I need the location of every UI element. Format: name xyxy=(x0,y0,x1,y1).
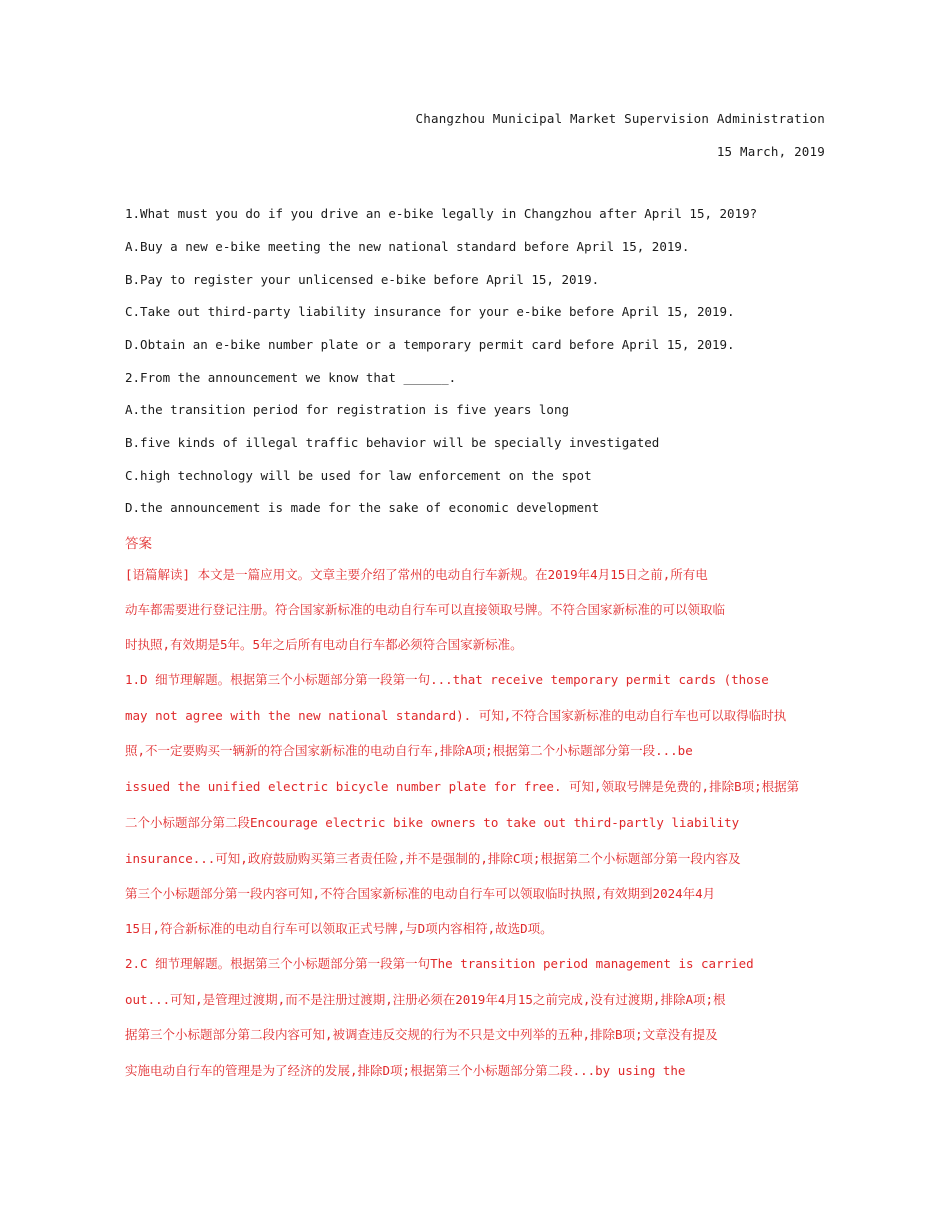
answer-line: 1.D 细节理解题。根据第三个小标题部分第一段第一句...that receive temporary permit cards (those xyxy=(125,672,769,687)
answer-line: [语篇解读] 本文是一篇应用文。文章主要介绍了常州的电动自行车新规。在2019年4月15日之前,所有电 xyxy=(125,567,708,582)
answer-line: issued the unified electric bicycle number plate for free. 可知,领取号牌是免费的,排除B项;根据第 xyxy=(125,779,800,794)
question-1-stem: 1.What must you do if you drive an e-bike legally in Changzhou after April 15, 2019? xyxy=(125,206,758,221)
answer-line: 15日,符合新标准的电动自行车可以领取正式号牌,与D项内容相符,故选D项。 xyxy=(125,921,553,936)
answer-line: 实施电动自行车的管理是为了经济的发展,排除D项;根据第三个小标题部分第二段...by using the xyxy=(125,1063,686,1078)
answer-line: insurance...可知,政府鼓励购买第三者责任险,并不是强制的,排除C项;根据第二个小标题部分第一段内容及 xyxy=(125,851,741,866)
question-2-option-d: D.the announcement is made for the sake of economic development xyxy=(125,500,600,515)
answer-line: 动车都需要进行登记注册。符合国家新标准的电动自行车可以直接领取号牌。不符合国家新标准的可以领取临 xyxy=(125,602,726,617)
answer-line: may not agree with the new national standard). 可知,不符合国家新标准的电动自行车也可以取得临时执 xyxy=(125,708,787,723)
question-1-option-c: C.Take out third-party liability insurance for your e-bike before April 15, 2019. xyxy=(125,304,735,319)
answer-line: 照,不一定要购买一辆新的符合国家新标准的电动自行车,排除A项;根据第二个小标题部分第一段...be xyxy=(125,743,693,758)
answer-line: 时执照,有效期是5年。5年之后所有电动自行车都必须符合国家新标准。 xyxy=(125,637,523,652)
answer-line: 2.C 细节理解题。根据第三个小标题部分第一段第一句The transition period management is carried xyxy=(125,956,754,971)
question-2-option-b: B.five kinds of illegal traffic behavior will be specially investigated xyxy=(125,435,660,450)
answer-line: out...可知,是管理过渡期,而不是注册过渡期,注册必须在2019年4月15之前完成,没有过渡期,排除A项;根 xyxy=(125,992,726,1007)
question-2-stem: 2.From the announcement we know that ______. xyxy=(125,370,457,385)
signature-organization: Changzhou Municipal Market Supervision Administration xyxy=(415,111,825,126)
question-2-option-c: C.high technology will be used for law enforcement on the spot xyxy=(125,468,592,483)
answer-line: 第三个小标题部分第一段内容可知,不符合国家新标准的电动自行车可以领取临时执照,有效期到2024年4月 xyxy=(125,886,716,901)
question-1-option-d: D.Obtain an e-bike number plate or a temporary permit card before April 15, 2019. xyxy=(125,337,735,352)
question-2-option-a: A.the transition period for registration is five years long xyxy=(125,402,570,417)
answer-line: 二个小标题部分第二段Encourage electric bike owners to take out third-partly liability xyxy=(125,815,740,830)
question-1-option-b: B.Pay to register your unlicensed e-bike before April 15, 2019. xyxy=(125,272,600,287)
signature-date: 15 March, 2019 xyxy=(716,144,825,159)
answer-line: 据第三个小标题部分第二段内容可知,被调查违反交规的行为不只是文中列举的五种,排除B项;文章没有提及 xyxy=(125,1027,718,1042)
answer-heading: 答案 xyxy=(125,536,152,552)
question-1-option-a: A.Buy a new e-bike meeting the new national standard before April 15, 2019. xyxy=(125,239,690,254)
